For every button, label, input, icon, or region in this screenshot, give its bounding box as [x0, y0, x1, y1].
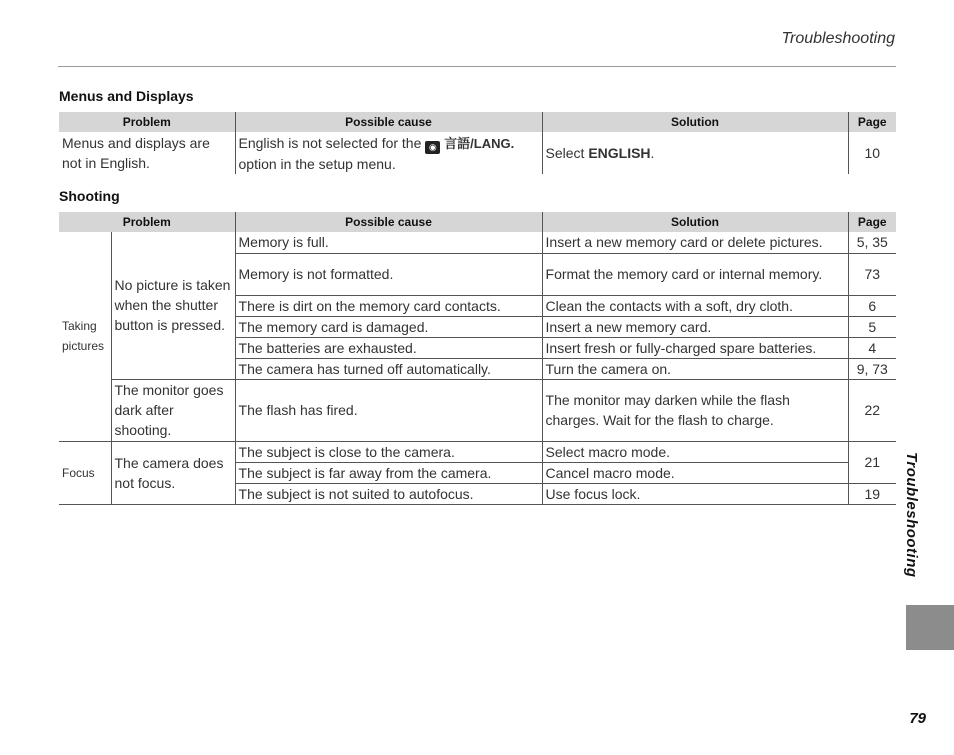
cause-cell: The batteries are exhausted. — [235, 337, 542, 358]
table-header-row — [59, 112, 896, 132]
table-row — [59, 132, 896, 174]
col-header-page: Page — [848, 212, 896, 232]
page-cell: 9, 73 — [848, 358, 896, 379]
solution-period: . — [650, 145, 655, 161]
solution-cell: Clean the contacts with a soft, dry cloth. — [542, 295, 848, 316]
cause-text-end: option in the setup menu. — [238, 155, 396, 172]
cause-cell: The subject is close to the camera. — [235, 441, 542, 462]
solution-cell: Cancel macro mode. — [542, 462, 848, 483]
cause-cell: The camera has turned off automatically. — [235, 358, 542, 379]
solution-cell: Select macro mode. — [542, 441, 848, 462]
page-cell: 6 — [848, 295, 896, 316]
category-taking-pictures: Taking pictures — [59, 232, 111, 441]
col-header-problem: Problem — [59, 212, 235, 232]
setup-menu-icon: ◉ — [425, 141, 440, 154]
page-cell: 19 — [848, 483, 896, 504]
col-header-solution: Solution — [542, 112, 848, 132]
solution-english: ENGLISH — [588, 145, 651, 161]
col-header-cause: Possible cause — [235, 112, 542, 132]
section-title-shooting: Shooting — [59, 188, 120, 204]
lang-option-label: 言語/LANG. — [444, 135, 515, 151]
solution-cell: Insert a new memory card or delete pictures. — [542, 232, 848, 253]
solution-cell: The monitor may darken while the flash charges. Wait for the flash to charge. — [542, 379, 848, 441]
cause-cell: There is dirt on the memory card contacts. — [235, 295, 542, 316]
col-header-solution: Solution — [542, 212, 848, 232]
menus-table — [59, 112, 896, 174]
cause-cell: Memory is full. — [235, 232, 542, 253]
category-focus: Focus — [59, 441, 111, 504]
solution-cell: Insert a new memory card. — [542, 316, 848, 337]
table-row — [59, 441, 896, 462]
page-cell: 21 — [848, 441, 896, 483]
page-cell: 5, 35 — [848, 232, 896, 253]
solution-cell: Format the memory card or internal memory. — [542, 253, 848, 295]
problem-cell: Menus and displays are not in English. — [62, 135, 210, 171]
solution-cell: Insert fresh or fully-charged spare batteries. — [542, 337, 848, 358]
table-row — [59, 379, 896, 441]
solution-cell — [542, 132, 848, 174]
col-header-cause: Possible cause — [235, 212, 542, 232]
solution-text: Select — [545, 145, 585, 161]
page-cell: 5 — [848, 316, 896, 337]
cause-cell: The subject is not suited to autofocus. — [235, 483, 542, 504]
table-row — [59, 232, 896, 253]
section-title-menus: Menus and Displays — [59, 88, 194, 104]
problem-no-picture: No picture is taken when the shutter button is pressed. — [111, 232, 235, 379]
page-number: 79 — [909, 710, 926, 727]
page-cell: 22 — [848, 379, 896, 441]
solution-cell: Turn the camera on. — [542, 358, 848, 379]
col-header-page: Page — [848, 112, 896, 132]
side-tab-label: Troubleshooting — [903, 452, 920, 578]
problem-monitor-dark: The monitor goes dark after shooting. — [111, 379, 235, 441]
page-cell: 4 — [848, 337, 896, 358]
cause-cell: Memory is not formatted. — [235, 253, 542, 295]
cause-cell: The flash has fired. — [235, 379, 542, 441]
problem-no-focus: The camera does not focus. — [111, 441, 235, 504]
col-header-problem: Problem — [59, 112, 235, 132]
side-tab-marker — [906, 605, 954, 650]
page-cell: 10 — [848, 132, 896, 174]
shooting-table — [59, 212, 896, 505]
running-header: Troubleshooting — [781, 30, 895, 47]
cause-text: English is not selected for the — [238, 134, 422, 151]
cause-cell — [235, 132, 542, 174]
header-rule — [58, 66, 896, 67]
cause-cell: The subject is far away from the camera. — [235, 462, 542, 483]
page-cell: 73 — [848, 253, 896, 295]
cause-cell: The memory card is damaged. — [235, 316, 542, 337]
table-header-row — [59, 212, 896, 232]
solution-cell: Use focus lock. — [542, 483, 848, 504]
